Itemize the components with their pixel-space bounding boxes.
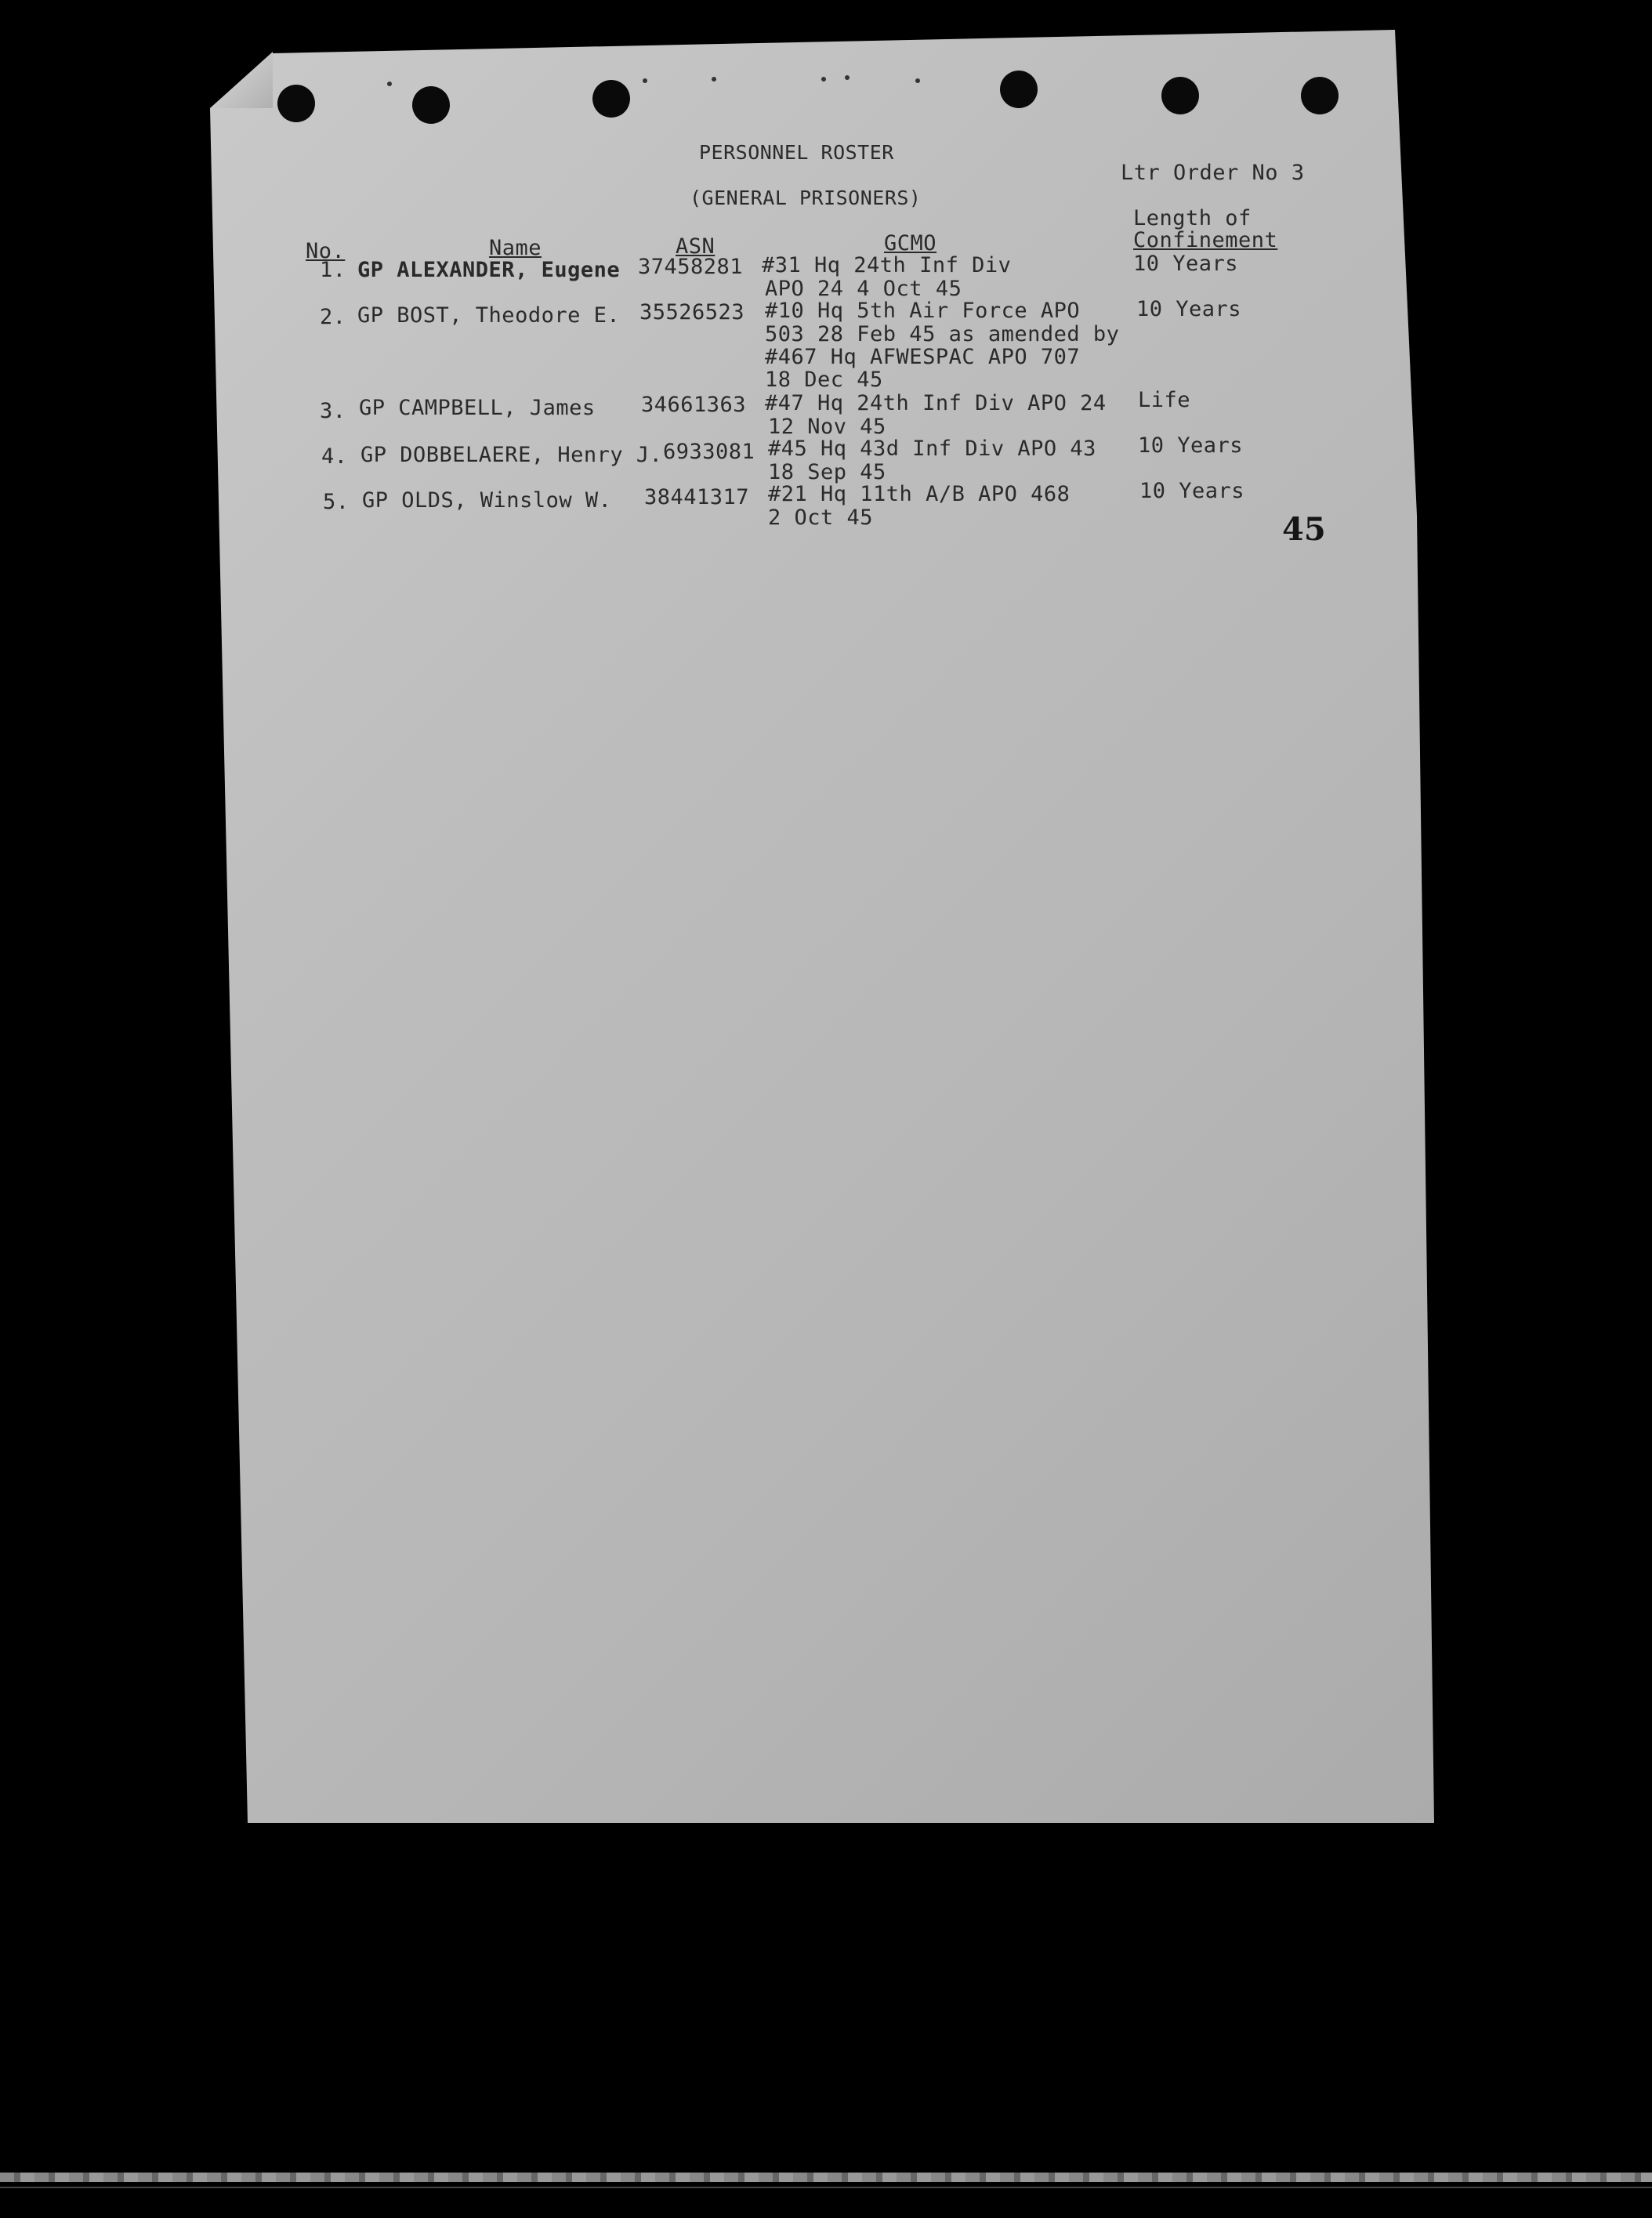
header-length-line2: Confinement bbox=[1133, 228, 1278, 252]
row-gcmo-line: 18 Dec 45 bbox=[765, 368, 883, 392]
speck bbox=[643, 78, 647, 83]
speck bbox=[845, 75, 850, 80]
punch-hole bbox=[412, 86, 450, 124]
speck bbox=[821, 77, 826, 82]
punch-hole bbox=[592, 80, 630, 118]
row-length: 10 Years bbox=[1133, 252, 1239, 276]
speck bbox=[712, 77, 716, 82]
punch-hole bbox=[1301, 77, 1339, 114]
row-gcmo-line: #47 Hq 24th Inf Div APO 24 bbox=[765, 391, 1107, 415]
row-gcmo-line: 12 Nov 45 bbox=[768, 415, 886, 439]
row-asn: 6933081 bbox=[663, 440, 755, 464]
header-asn: ASN bbox=[676, 234, 716, 259]
row-gcmo-line: #45 Hq 43d Inf Div APO 43 bbox=[768, 437, 1096, 461]
row-gcmo-line: #10 Hq 5th Air Force APO bbox=[765, 299, 1081, 323]
page-number: 45 bbox=[1282, 511, 1326, 548]
row-name: GP OLDS, Winslow W. bbox=[362, 488, 612, 513]
row-number: 3. bbox=[320, 399, 346, 423]
row-length: Life bbox=[1138, 388, 1191, 412]
row-gcmo-line: 2 Oct 45 bbox=[768, 506, 874, 530]
film-edge-strip bbox=[0, 2173, 1652, 2182]
speck bbox=[915, 78, 920, 83]
row-gcmo-line: APO 24 4 Oct 45 bbox=[765, 277, 962, 301]
row-name: GP ALEXANDER, Eugene bbox=[357, 258, 621, 282]
document-subtitle: (GENERAL PRISONERS) bbox=[690, 187, 922, 209]
row-name: GP DOBBELAERE, Henry J. bbox=[360, 443, 663, 467]
folded-corner bbox=[210, 52, 273, 108]
row-number: 2. bbox=[320, 305, 346, 329]
row-number: 4. bbox=[321, 444, 348, 469]
row-gcmo-line: #21 Hq 11th A/B APO 468 bbox=[768, 482, 1071, 506]
document-title: PERSONNEL ROSTER bbox=[699, 141, 894, 164]
punch-hole bbox=[1000, 71, 1038, 108]
row-length: 10 Years bbox=[1138, 433, 1244, 458]
speck bbox=[387, 82, 392, 86]
punch-hole bbox=[1161, 77, 1199, 114]
header-length-line1: Length of bbox=[1133, 206, 1252, 230]
order-reference: Ltr Order No 3 bbox=[1121, 161, 1305, 185]
header-name: Name bbox=[489, 236, 542, 260]
row-gcmo-line: #31 Hq 24th Inf Div bbox=[762, 253, 1012, 277]
row-gcmo-line: #467 Hq AFWESPAC APO 707 bbox=[765, 345, 1081, 369]
row-asn: 37458281 bbox=[638, 255, 744, 279]
row-asn: 38441317 bbox=[644, 485, 750, 509]
row-gcmo-line: 503 28 Feb 45 as amended by bbox=[765, 322, 1120, 346]
film-edge-line bbox=[0, 2187, 1652, 2188]
row-length: 10 Years bbox=[1139, 479, 1245, 503]
header-gcmo: GCMO bbox=[884, 231, 937, 256]
row-length: 10 Years bbox=[1136, 297, 1242, 321]
row-asn: 34661363 bbox=[641, 393, 747, 417]
row-asn: 35526523 bbox=[639, 300, 745, 324]
row-gcmo-line: 18 Sep 45 bbox=[768, 460, 886, 484]
row-name: GP CAMPBELL, James bbox=[359, 396, 596, 420]
punch-hole bbox=[277, 85, 315, 122]
row-number: 5. bbox=[323, 490, 350, 514]
row-number: 1. bbox=[320, 258, 346, 282]
header-no: No. bbox=[306, 239, 346, 263]
row-name: GP BOST, Theodore E. bbox=[357, 303, 621, 328]
